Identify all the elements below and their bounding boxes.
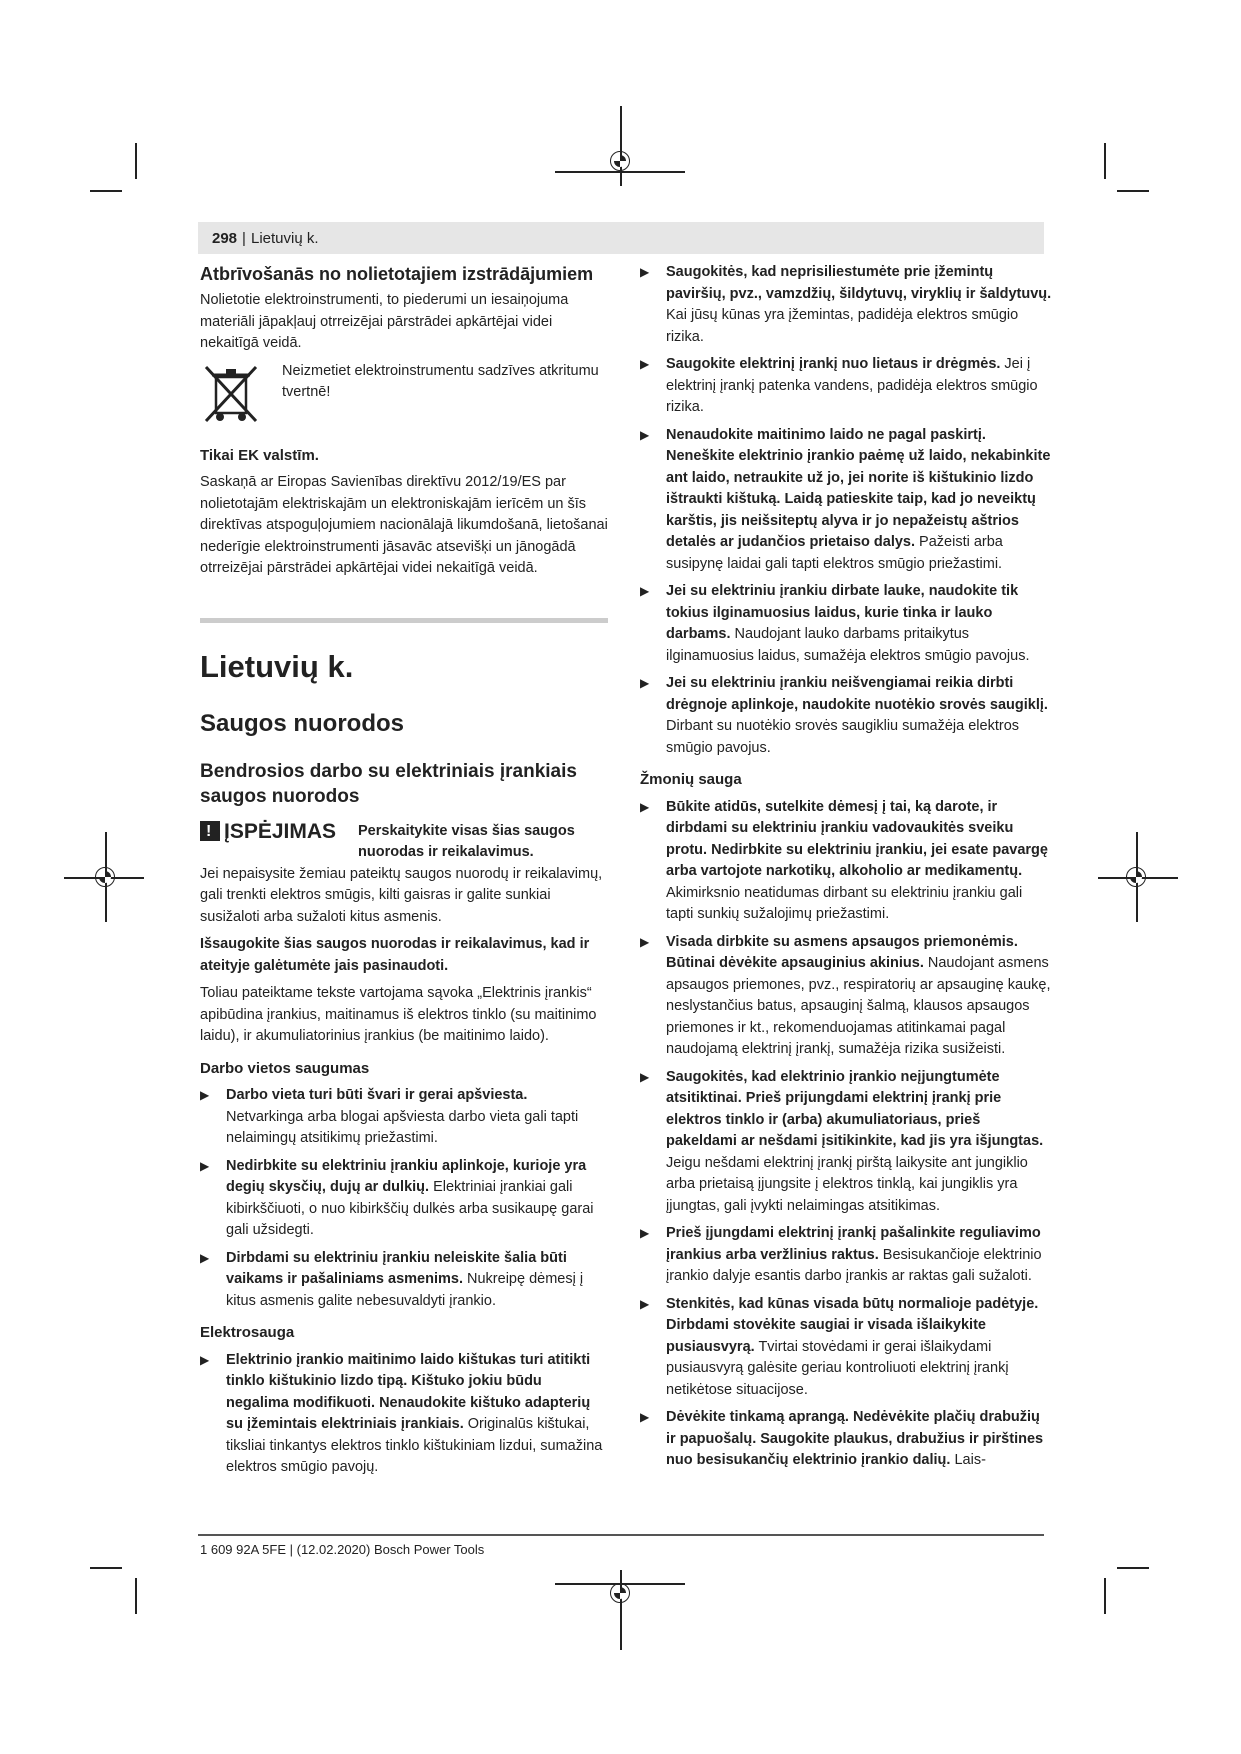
list-item: ▶ Jei su elektriniu įrankiu neišvengiamai reikia dirbti drėgnoje aplinkoje, naudokite nuotėkio srovės saugiklį. Dirbant su nuotėkio srovės saugikliu sumažėja elektros smūgio pavojus. <box>640 675 1048 756</box>
section-title: Lietuvių k. <box>200 648 354 684</box>
arrow-icon: ▶ <box>200 1250 210 1265</box>
arrow-icon: ▶ <box>640 1069 650 1084</box>
page-number: 298 <box>212 230 238 247</box>
arrow-icon: ▶ <box>640 357 650 371</box>
crossed-out-bin-icon <box>200 361 262 427</box>
keep-instructions: Išsaugokite šias saugos nuorodas ir reikalavimus, kad ir ateityje galėtumėte jais pasinaudoti. <box>200 936 590 974</box>
warning-block <box>200 819 608 864</box>
eu-title: Tikai EK valstīm. <box>200 446 319 464</box>
registration-target-icon <box>610 1583 630 1603</box>
registration-target-icon <box>610 151 630 171</box>
footer-rule <box>198 1534 1044 1536</box>
weee-notice <box>200 361 608 427</box>
arrow-icon: ▶ <box>640 265 650 279</box>
crop-mark <box>135 143 137 179</box>
crop-mark <box>1104 143 1106 179</box>
list-item: ▶ Būkite atidūs, sutelkite dėmesį į tai, ką darote, ir dirbdami su elektriniu įrankiu vadovaukitės sveiku protu. Nedirbkite su elektriniu įrankiu, jei esate pavargę arba vartojote narkotikų, alkoholio ar medikamentų. Akimirksnio neatidumas dirbant su elektriniu įrankiu gali tapti sunkių sužalojimų priežastimi. <box>640 798 1048 922</box>
registration-target-icon <box>1126 867 1146 887</box>
arrow-icon: ▶ <box>640 676 650 690</box>
list-item: ▶ Nedirbkite su elektriniu įrankiu aplinkoje, kurioje yra degių skysčių, dujų ar dulkių. Elektriniai įrankiai gali kibirkščiuoti, o nuo kibirkščių dulkės arba susikaupę garai gali užsidegti. <box>200 1157 594 1238</box>
registration-line <box>555 171 685 173</box>
list-item: ▶ Visada dirbkite su asmens apsaugos priemonėmis. Būtinai dėvėkite apsauginius akinius. Naudojant asmens apsaugos priemones, pvz., respiratorių ar apsauginę kaukę, neslystančius batus, apsauginį šalmą, klausos apsaugos priemones ir kt., rekomenduojamas atitinkamai pagal naudojamą elektrinį įrankį, sumažėja rizika susižeisti. <box>640 933 1051 1057</box>
list-item: ▶ Saugokite elektrinį įrankį nuo lietaus ir drėgmės. Jei į elektrinį įrankį patenka vandens, padidėja elektros smūgio rizika. <box>640 356 1038 415</box>
warning-text: Jei nepaisysite žemiau pateiktų saugos nuorodų ir reikalavimų, gali trenkti elektros smūgis, kilti gaisras ir galite sunkiai susižaloti arba sužaloti kitus asmenis. <box>200 865 603 925</box>
arrow-icon: ▶ <box>640 934 650 949</box>
general-safety-title: Bendrosios darbo su elektriniais įrankiais saugos nuorodos <box>200 760 577 807</box>
arrow-icon: ▶ <box>200 1158 210 1173</box>
registration-line <box>620 1570 622 1650</box>
arrow-icon: ▶ <box>200 1088 210 1102</box>
term-definition: Toliau pateiktame tekste vartojama sąvoka „Elektrinis įrankis“ apibūdina įrankius, maitinamus iš elektros tinklo (su maitinimo laidu), ir akumuliatorinius įrankius (be maitinimo laido). <box>200 985 597 1044</box>
list-item: ▶ Nenaudokite maitinimo laido ne pagal paskirtį. Neneškite elektrinio įrankio paėmę už laido, nekabinkite ant laido, netraukite už jo, jei norite iš kištukinio lizdo ištraukti kištuką. Laidą patieskite taip, kad jo neveiktų karštis, jis neišsiteptų alyva ir jo nepažeistų aštrios detalės ar judančios prietaiso dalys. Pažeisti arba susipynę laidai gali tapti elektros smūgio priežastimi. <box>640 426 1051 572</box>
crop-mark <box>135 1578 137 1614</box>
warning-label <box>200 819 358 843</box>
list-item: ▶ Dirbdami su elektriniu įrankiu neleiskite šalia būti vaikams ir pašaliniams asmenims. Nukreipę dėmesį į kitus asmenis galite nebesuvaldyti įrankio. <box>200 1249 584 1309</box>
disposal-text: Nolietotie elektroinstrumenti, to piederumi un iesaiņojuma materiāli jāpakļauj otrreizējai pārstrādei apkārtējai videi nekaitīgā veidā. <box>200 292 569 351</box>
list-item: ▶ Saugokitės, kad elektrinio įrankio neįjungtumėte atsitiktinai. Prieš prijungdami elektrinį įrankį prie elektros tinklo ir (arba) akumuliatoriaus, prieš pakeldami ar nešdami įsitikinkite, kad jis yra išjungtas. Jeigu nešdami elektrinį įrankį pirštą laikysite ant jungiklio arba prietaisą įjungsite į elektros tinklą, kai jungiklis yra įjungtas, gali įvykti nelaimingas atsitikimas. <box>640 1068 1044 1214</box>
list-item: ▶ Darbo vieta turi būti švari ir gerai apšviesta. Netvarkinga arba blogai apšviesta darbo vieta gali tapti nelaimingų atsitikimų priežastimi. <box>200 1087 579 1146</box>
crop-mark <box>90 190 122 192</box>
registration-line <box>620 106 622 186</box>
arrow-icon: ▶ <box>200 1352 210 1367</box>
list-item: ▶ Jei su elektriniu įrankiu dirbate lauke, naudokite tik tokius ilginamuosius laidus, kurie tinka ir lauko darbams. Naudojant lauko darbams pritaikytus ilginamuosius laidus, sumažėja elektros smūgio pavojus. <box>640 583 1030 664</box>
page-header <box>198 222 1044 254</box>
arrow-icon: ▶ <box>640 1296 650 1311</box>
work-area-title: Darbo vietos saugumas <box>200 1059 370 1077</box>
arrow-icon: ▶ <box>640 1226 650 1240</box>
right-column <box>640 262 1052 1478</box>
crop-mark <box>90 1567 122 1569</box>
arrow-icon: ▶ <box>640 1410 650 1424</box>
left-column <box>200 262 608 1485</box>
warning-bold: Perskaitykite visas šias saugos nuorodas ir reikalavimus. <box>358 822 575 860</box>
header-language: Lietuvių k. <box>251 230 319 247</box>
page-footer: 1 609 92A 5FE | (12.02.2020) Bosch Power Tools <box>200 1542 485 1557</box>
safety-title: Saugos nuorodos <box>200 709 404 737</box>
warning-icon <box>200 821 220 841</box>
list-item: ▶ Saugokitės, kad neprisiliestumėte prie įžemintų paviršių, pvz., vamzdžių, šildytuvų, viryklių ir šaldytuvų. Kai jūsų kūnas yra įžemintas, padidėja elektros smūgio rizika. <box>640 264 1052 345</box>
section-divider <box>200 618 608 623</box>
crop-mark <box>1117 190 1149 192</box>
list-item: ▶ Dėvėkite tinkamą aprangą. Nedėvėkite plačių drabužių ir papuošalų. Saugokite plaukus, drabužius ir pirštines nuo besisukančių elektrinio įrankio dalių. Lais- <box>640 1409 1044 1468</box>
arrow-icon: ▶ <box>640 427 650 442</box>
crop-mark <box>1104 1578 1106 1614</box>
list-item: ▶ Stenkitės, kad kūnas visada būtų normalioje padėtyje. Dirbdami stovėkite saugiai ir visada išlaikykite pusiausvyrą. Tvirtai stovėdami ir gerai išlaikydami pusiausvyrą galėsite geriau kontroliuoti elektrinį įrankį netikėtose situacijose. <box>640 1295 1039 1398</box>
arrow-icon: ▶ <box>640 584 650 598</box>
disposal-title: Atbrīvošanās no nolietotajiem izstrādājumiem <box>200 264 594 284</box>
electrical-title: Elektrosauga <box>200 1324 295 1341</box>
list-item: ▶ Prieš įjungdami elektrinį įrankį pašalinkite reguliavimo įrankius arba veržlinius raktus. Besisukančioje elektrinio įrankio dalyje esantis darbo įrankis ar raktas gali sužaloti. <box>640 1225 1042 1284</box>
weee-text: Neizmetiet elektroinstrumentu sadzīves atkritumu tvertnē! <box>282 362 599 400</box>
header-separator: | <box>242 230 246 247</box>
work-area-list <box>200 1085 608 1312</box>
warning-label-text: ĮSPĖJIMAS <box>224 819 337 843</box>
arrow-icon: ▶ <box>640 799 650 814</box>
list-item: ▶ Elektrinio įrankio maitinimo laido kištukas turi atitikti tinklo kištukinio lizdo tipą. Kištuko jokiu būdu negalima modifikuoti. Nenaudokite kištuko adapterių su įžemintais elektriniais įrankiais. Originalūs kištukai, tiksliai tinkantys elektros tinklo kištukiniam lizdui, sumažina elektros smūgio pavojų. <box>200 1351 603 1475</box>
registration-target-icon <box>95 867 115 887</box>
crop-mark <box>1117 1567 1149 1569</box>
eu-text: Saskaņā ar Eiropas Savienības direktīvu 2012/19/ES par nolietotajām elektriskajām un elektroniskajām ierīcēm un šīs direktīvas atspoguļojumiem nacionālajā likumdošanā, lietošanai nederīgie elektroinstrumenti jāsavāc atsevišķi un jānogādā otrreizējai pārstrādei apkārtējai videi nekaitīgā veidā. <box>200 474 608 576</box>
personal-safety-title: Žmonių sauga <box>640 771 742 788</box>
